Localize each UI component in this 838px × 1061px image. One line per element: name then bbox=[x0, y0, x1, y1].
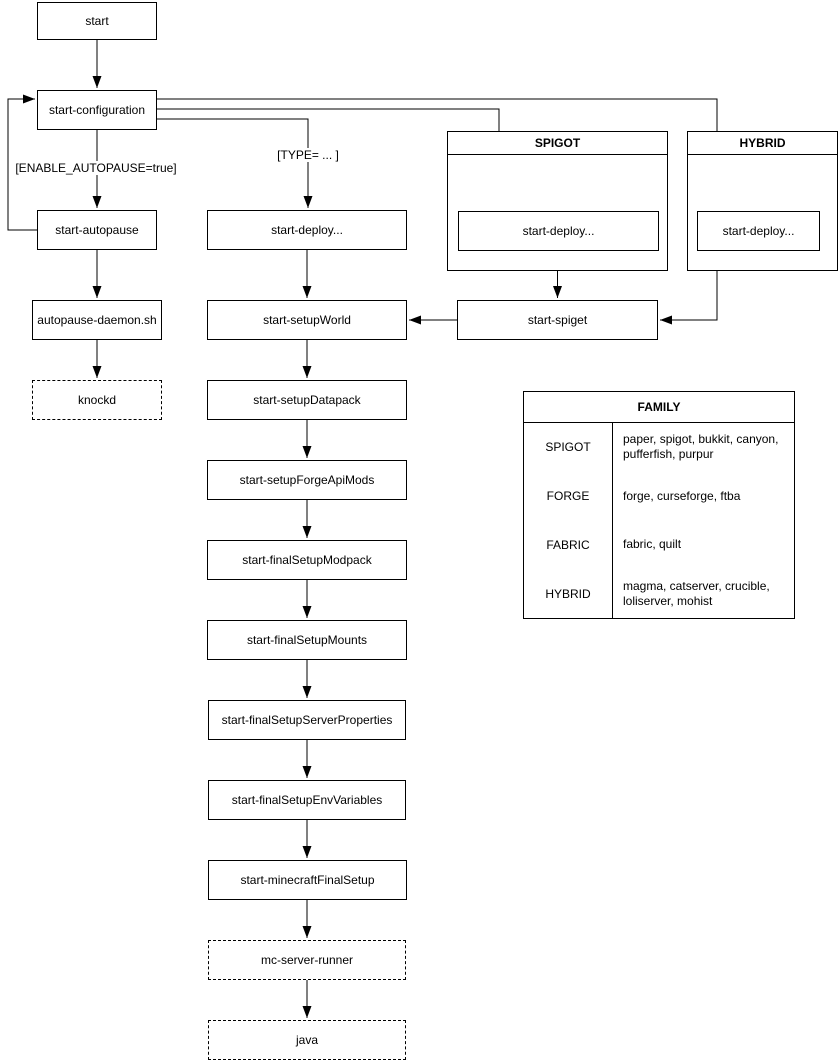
node-start-setupdatapack: start-setupDatapack bbox=[207, 380, 407, 420]
node-java: java bbox=[208, 1020, 406, 1060]
node-start-finalsetupserverproperties: start-finalSetupServerProperties bbox=[208, 700, 406, 740]
family-row-label: FORGE bbox=[524, 472, 613, 521]
group-spigot bbox=[447, 131, 668, 271]
group-spigot-title: SPIGOT bbox=[448, 132, 667, 155]
family-row-members: magma, catserver, crucible, loliserver, mohist bbox=[623, 578, 770, 608]
group-hybrid bbox=[687, 131, 838, 271]
family-row-members: forge, curseforge, ftba bbox=[623, 488, 741, 503]
node-start: start bbox=[37, 2, 157, 40]
node-start-minecraftfinalsetup: start-minecraftFinalSetup bbox=[208, 860, 407, 900]
family-row-label: FABRIC bbox=[524, 521, 613, 570]
node-start-finalsetupmounts: start-finalSetupMounts bbox=[207, 620, 407, 660]
group-hybrid-title: HYBRID bbox=[688, 132, 837, 155]
node-start-setupforgeapimods: start-setupForgeApiMods bbox=[207, 460, 407, 500]
family-row-label: SPIGOT bbox=[524, 423, 613, 472]
node-autopause-daemon: autopause-daemon.sh bbox=[32, 300, 162, 340]
family-row-members: fabric, quilt bbox=[623, 537, 682, 552]
node-start-spiget: start-spiget bbox=[457, 300, 658, 340]
edge-label-enable-autopause: [ENABLE_AUTOPAUSE=true] bbox=[15, 161, 177, 175]
family-table bbox=[523, 391, 795, 619]
node-start-configuration: start-configuration bbox=[37, 90, 157, 130]
node-spigot-start-deploy: start-deploy... bbox=[458, 211, 659, 251]
node-hybrid-start-deploy: start-deploy... bbox=[697, 211, 820, 251]
node-start-autopause: start-autopause bbox=[37, 210, 157, 250]
node-knockd: knockd bbox=[32, 380, 162, 420]
node-start-finalsetupmodpack: start-finalSetupModpack bbox=[207, 540, 407, 580]
node-mc-server-runner: mc-server-runner bbox=[208, 940, 406, 980]
family-row-members: paper, spigot, bukkit, canyon, pufferfish, purpur bbox=[623, 432, 779, 462]
node-start-deploy: start-deploy... bbox=[207, 210, 407, 250]
node-start-finalsetupenvvariables: start-finalSetupEnvVariables bbox=[208, 780, 406, 820]
family-table-title: FAMILY bbox=[524, 392, 794, 423]
family-table-body bbox=[524, 423, 794, 618]
family-row-label: HYBRID bbox=[524, 569, 613, 618]
edge-configuration-to-deploy-mid bbox=[157, 119, 308, 208]
node-start-setupworld: start-setupWorld bbox=[207, 300, 407, 340]
edge-label-type: [TYPE= ... ] bbox=[277, 148, 339, 162]
